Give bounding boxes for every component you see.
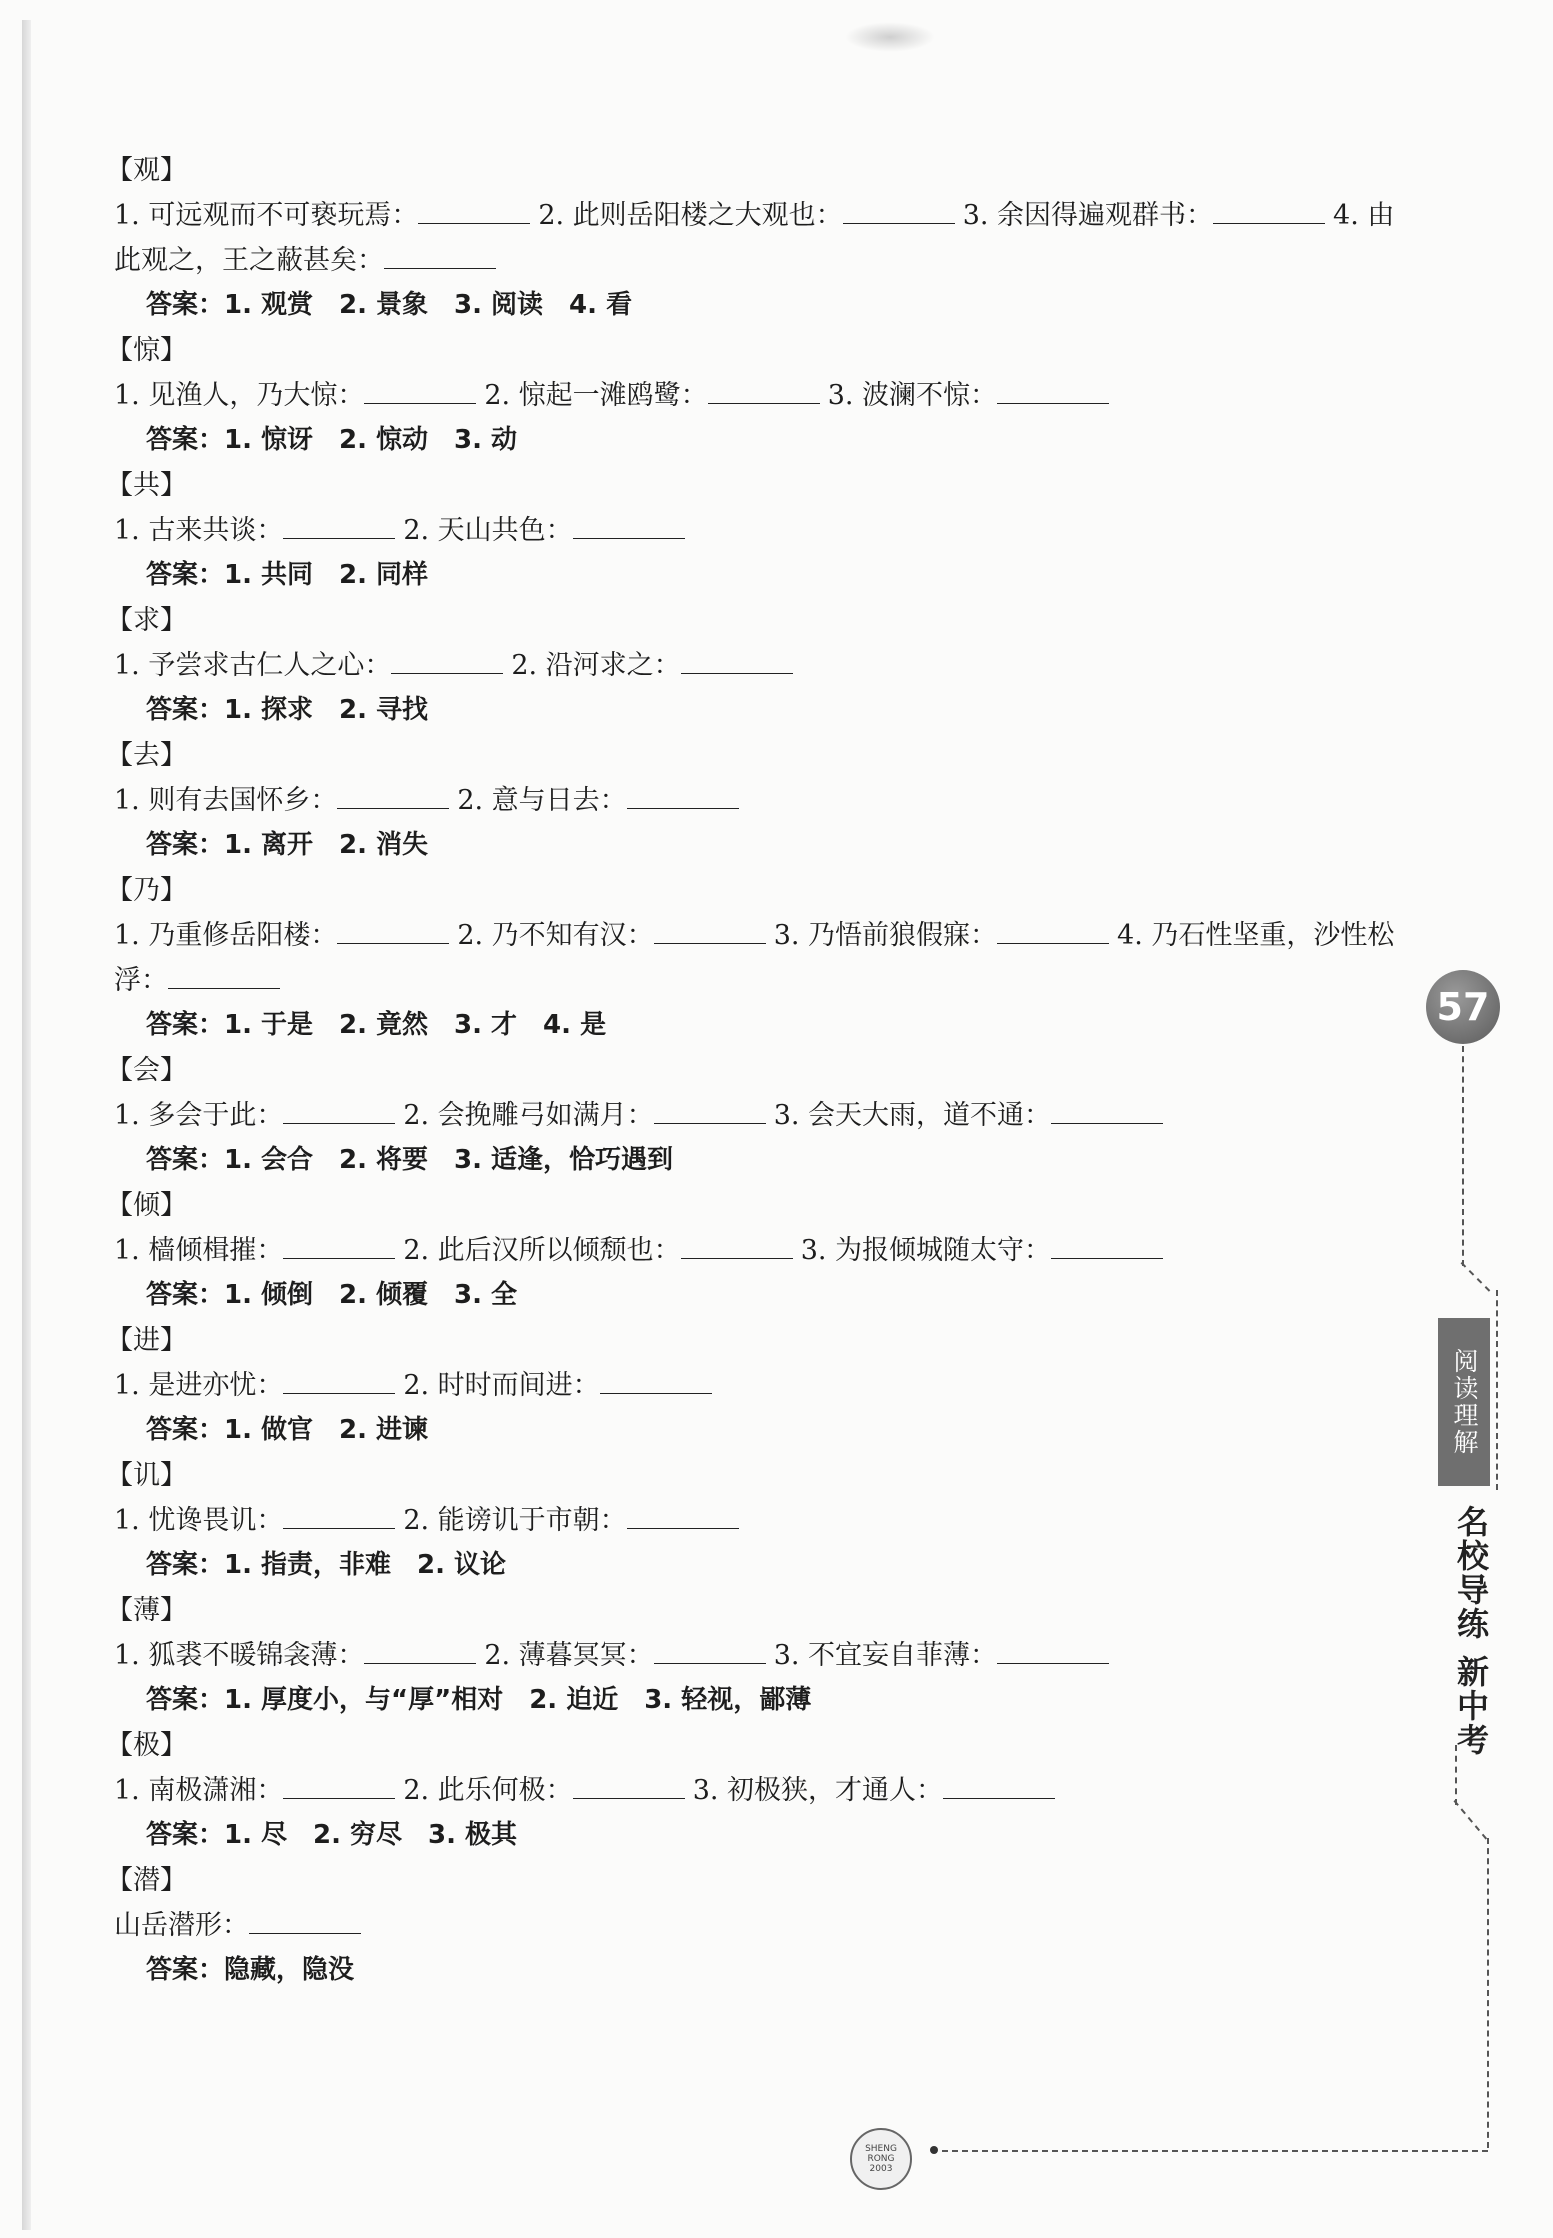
margin-dash-diag1 — [1461, 1262, 1491, 1292]
vocab-section — [106, 1723, 1410, 1858]
answer-blank[interactable] — [654, 919, 766, 944]
answer-blank[interactable] — [681, 1234, 793, 1259]
margin-dash-mid — [1496, 1290, 1498, 1490]
publisher-logo-text: SHENG RONG 2003 — [865, 2144, 897, 2174]
section-heading: 【潜】 — [106, 1865, 187, 1896]
question-text: 1. 予尝求古仁人之心： — [114, 650, 392, 681]
vocab-section — [106, 148, 1410, 328]
answer-blank[interactable] — [337, 919, 449, 944]
answer-blank[interactable] — [681, 649, 793, 674]
answer-blank[interactable] — [997, 919, 1109, 944]
answer-blank[interactable] — [418, 199, 530, 224]
question-text: 3. 为报倾城随太守： — [800, 1235, 1052, 1266]
section-heading: 【薄】 — [106, 1595, 187, 1626]
question-text: 2. 此后汉所以倾颓也： — [403, 1235, 681, 1266]
answer-blank[interactable] — [627, 784, 739, 809]
answer-blank[interactable] — [654, 1099, 766, 1124]
answer-blank[interactable] — [654, 1639, 766, 1664]
question-line — [110, 778, 1410, 823]
question-text: 2. 薄暮冥冥： — [484, 1640, 654, 1671]
question-line — [110, 1633, 1410, 1678]
vocab-section — [106, 1183, 1410, 1318]
question-text: 1. 古来共谈： — [114, 515, 284, 546]
answer-blank[interactable] — [283, 1234, 395, 1259]
question-text: 3. 不宜妄自菲薄： — [773, 1640, 998, 1671]
question-text: 1. 狐裘不暖锦衾薄： — [114, 1640, 365, 1671]
answer-line: 答案：1. 尽 2. 穷尽 3. 极其 — [146, 1820, 518, 1850]
page-number-badge — [1426, 970, 1500, 1044]
answer-line: 答案：1. 惊讶 2. 惊动 3. 动 — [146, 425, 518, 455]
answer-line: 答案：1. 指责，非难 2. 议论 — [146, 1550, 507, 1580]
answer-line: 答案：1. 会合 2. 将要 3. 适逢，恰巧遇到 — [146, 1145, 674, 1175]
side-brand — [1448, 1505, 1494, 1757]
question-text: 2. 时时而间进： — [403, 1370, 600, 1401]
question-text: 1. 见渔人，乃大惊： — [114, 380, 365, 411]
answer-blank[interactable] — [997, 1639, 1109, 1664]
section-heading: 【共】 — [106, 470, 187, 501]
scan-smudge — [845, 22, 935, 52]
question-text: 4. 乃石性坚重，沙性松浮： — [114, 920, 1395, 996]
brand-line2: 新中考 — [1452, 1655, 1490, 1757]
question-text: 2. 天山共色： — [403, 515, 573, 546]
question-text: 1. 可远观而不可亵玩焉： — [114, 200, 419, 231]
section-heading: 【乃】 — [106, 875, 187, 906]
vocab-section — [106, 598, 1410, 733]
question-text: 2. 能谤讥于市朝： — [403, 1505, 627, 1536]
answer-blank[interactable] — [249, 1909, 361, 1934]
question-line — [110, 1498, 1410, 1543]
answer-line: 答案：1. 倾倒 2. 倾覆 3. 全 — [146, 1280, 518, 1310]
vocab-section — [106, 1453, 1410, 1588]
answer-blank[interactable] — [1051, 1099, 1163, 1124]
page-number: 57 — [1436, 985, 1490, 1029]
answer-blank[interactable] — [997, 379, 1109, 404]
section-heading: 【会】 — [106, 1055, 187, 1086]
question-text: 1. 南极潇湘： — [114, 1775, 284, 1806]
answer-blank[interactable] — [283, 1369, 395, 1394]
answer-blank[interactable] — [364, 1639, 476, 1664]
question-text: 1. 则有去国怀乡： — [114, 785, 338, 816]
answer-blank[interactable] — [337, 784, 449, 809]
vocab-section — [106, 1858, 1410, 1993]
answer-blank[interactable] — [1051, 1234, 1163, 1259]
question-text: 2. 乃不知有汉： — [457, 920, 654, 951]
dash-start-dot — [930, 2146, 938, 2154]
question-text: 1. 忧谗畏讥： — [114, 1505, 284, 1536]
question-text: 2. 惊起一滩鸥鹭： — [484, 380, 708, 411]
answer-line: 答案：1. 于是 2. 竟然 3. 才 4. 是 — [146, 1010, 607, 1040]
question-text: 1. 多会于此： — [114, 1100, 284, 1131]
answer-blank[interactable] — [168, 964, 280, 989]
margin-dash-bottom — [942, 2150, 1488, 2152]
question-text: 山岳潜形： — [114, 1910, 249, 1941]
vocab-section — [106, 733, 1410, 868]
question-line — [110, 1768, 1410, 1813]
brand-line1: 名校导练 — [1452, 1505, 1490, 1641]
section-heading: 【求】 — [106, 605, 187, 636]
answer-blank[interactable] — [384, 244, 496, 269]
vocab-section — [106, 463, 1410, 598]
question-text: 1. 是进亦忧： — [114, 1370, 284, 1401]
answer-line: 答案：1. 观赏 2. 景象 3. 阅读 4. 看 — [146, 290, 633, 320]
question-line — [110, 1363, 1410, 1408]
answer-line: 答案：1. 离开 2. 消失 — [146, 830, 429, 860]
section-heading: 【去】 — [106, 740, 187, 771]
answer-blank[interactable] — [1213, 199, 1325, 224]
question-line — [110, 373, 1410, 418]
question-line — [110, 193, 1410, 283]
vocab-section — [106, 1318, 1410, 1453]
question-line — [110, 508, 1410, 553]
question-line — [110, 1093, 1410, 1138]
answer-blank[interactable] — [283, 514, 395, 539]
margin-dash-right — [1487, 1838, 1489, 2148]
section-heading: 【观】 — [106, 155, 187, 186]
answer-blank[interactable] — [283, 1099, 395, 1124]
section-heading: 【讥】 — [106, 1460, 187, 1491]
answer-blank[interactable] — [943, 1774, 1055, 1799]
question-text: 2. 沿河求之： — [511, 650, 681, 681]
question-line — [110, 1228, 1410, 1273]
question-text: 3. 波澜不惊： — [827, 380, 998, 411]
answer-blank[interactable] — [843, 199, 955, 224]
answer-blank[interactable] — [573, 514, 685, 539]
answer-blank[interactable] — [283, 1504, 395, 1529]
question-text: 2. 此则岳阳楼之大观也： — [538, 200, 843, 231]
vocabulary-list — [106, 148, 1410, 1993]
answer-blank[interactable] — [573, 1774, 685, 1799]
answer-line: 答案：1. 厚度小，与“厚”相对 2. 迫近 3. 轻视，鄙薄 — [146, 1685, 812, 1715]
answer-blank[interactable] — [283, 1774, 395, 1799]
page-binding-edge — [22, 20, 31, 2230]
answer-blank[interactable] — [627, 1504, 739, 1529]
answer-line: 答案：1. 做官 2. 进谏 — [146, 1415, 429, 1445]
question-text: 3. 乃悟前狼假寐： — [773, 920, 998, 951]
section-heading: 【极】 — [106, 1730, 187, 1761]
section-heading: 【进】 — [106, 1325, 187, 1356]
question-text: 1. 乃重修岳阳楼： — [114, 920, 338, 951]
section-heading: 【惊】 — [106, 335, 187, 366]
question-text: 3. 会天大雨，道不通： — [773, 1100, 1052, 1131]
vocab-section — [106, 1588, 1410, 1723]
answer-blank[interactable] — [708, 379, 820, 404]
answer-blank[interactable] — [364, 379, 476, 404]
question-text: 2. 会挽雕弓如满月： — [403, 1100, 654, 1131]
margin-dash-top — [1462, 1046, 1464, 1266]
question-text: 2. 意与日去： — [457, 785, 627, 816]
vocab-section — [106, 328, 1410, 463]
question-text: 4. 由此观之，王之蔽甚矣： — [114, 200, 1395, 276]
side-tab-reading — [1438, 1318, 1490, 1486]
question-text: 3. 余因得遍观群书： — [962, 200, 1214, 231]
side-tab-label: 阅读理解 — [1450, 1348, 1479, 1456]
question-text: 3. 初极狭，才通人： — [692, 1775, 944, 1806]
margin-dash-lower — [1455, 1745, 1457, 1805]
margin-dash-diag2 — [1453, 1800, 1487, 1840]
section-heading: 【倾】 — [106, 1190, 187, 1221]
answer-blank[interactable] — [600, 1369, 712, 1394]
question-text: 1. 樯倾楫摧： — [114, 1235, 284, 1266]
answer-line: 答案：1. 探求 2. 寻找 — [146, 695, 429, 725]
publisher-logo — [850, 2128, 912, 2190]
vocab-section — [106, 868, 1410, 1048]
question-line — [110, 1903, 1410, 1948]
question-line — [110, 913, 1410, 1003]
question-line — [110, 643, 1410, 688]
answer-blank[interactable] — [391, 649, 503, 674]
answer-line: 答案：隐藏，隐没 — [146, 1955, 355, 1985]
vocab-section — [106, 1048, 1410, 1183]
answer-line: 答案：1. 共同 2. 同样 — [146, 560, 429, 590]
question-text: 2. 此乐何极： — [403, 1775, 573, 1806]
